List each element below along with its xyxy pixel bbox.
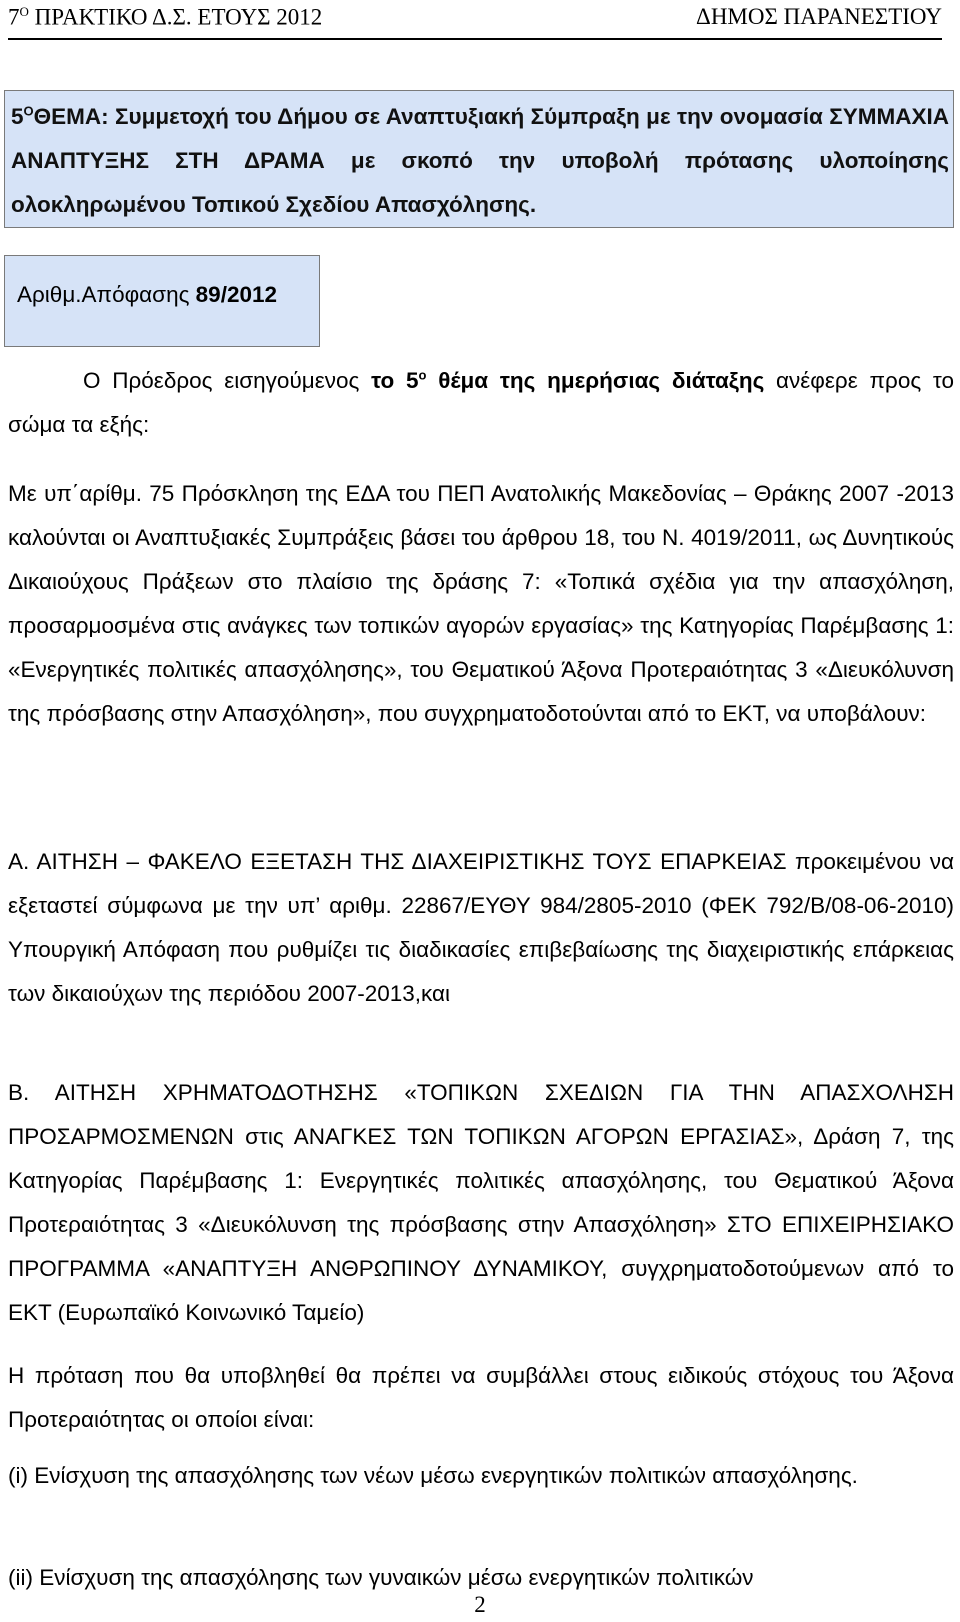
header-left: $7^O$ ΠΡΑΚΤΙΚΟ Δ.Σ. ΕΤΟΥΣ 2012	[8, 4, 323, 30]
intro-paragraph: Ο Πρόεδρος εισηγούμενος το $5^o$ θέμα της ημερήσιας διάταξης ανέφερε προς το σώμα τα εξής:	[8, 367, 954, 437]
paragraph-item-a: Α. ΑΙΤΗΣΗ – ΦΑΚΕΛΟ ΕΞΕΤΑΣΗ ΤΗΣ ΔΙΑΧΕΙΡΙΣΤΙΚΗΣ ΤΟΥΣ ΕΠΑΡΚΕΙΑΣ προκειμένου να εξεταστεί σύμφωνα με την υπ’ αριθμ. 22867/ΕΥΘΥ 984/2805-2010 (ΦΕΚ 792/Β/08-06-2010) Υπουργική Απόφαση που ρυθμίζει τις διαδικασίες επιβεβαίωσης της διαχειριστικής επάρκειας των δικαιούχων της περιόδου 2007-2013,και	[8, 849, 954, 1006]
decision-number: 89/2012	[195, 282, 278, 307]
decision-number-box	[4, 255, 320, 347]
paragraph-objective-i: (i) Ενίσχυση της απασχόλησης των νέων μέσω ενεργητικών πολιτικών απασχόλησης.	[8, 1463, 858, 1488]
header-right: ΔΗΜΟΣ ΠΑΡΑΝΕΣΤΙΟΥ	[696, 4, 942, 29]
decision-label: Αριθμ.Απόφασης	[17, 282, 196, 307]
paragraph-item-b: Β. ΑΙΤΗΣΗ ΧΡΗΜΑΤΟΔΟΤΗΣΗΣ «ΤΟΠΙΚΩΝ ΣΧΕΔΙΩΝ ΓΙΑ ΤΗΝ ΑΠΑΣΧΟΛΗΣΗ ΠΡΟΣΑΡΜΟΣΜΕΝΩΝ στις ΑΝΑΓΚΕΣ ΤΩΝ ΤΟΠΙΚΩΝ ΑΓΟΡΩΝ ΕΡΓΑΣΙΑΣ», Δράση 7, της Κατηγορίας Παρέμβασης 1: Ενεργητικές πολιτικές απασχόλησης, του Θεματικού Άξονα Προτεραιότητας 3 «Διευκόλυνση της πρόσβασης στην Απασχόληση» ΣΤΟ ΕΠΙΧΕΙΡΗΣΙΑΚΟ ΠΡΟΓΡΑΜΜΑ «ΑΝΑΠΤΥΞΗ ΑΝΘΡΩΠΙΝΟΥ ΔΥΝΑΜΙΚΟΥ, συγχρηματοδοτούμενων από το ΕΚΤ (Ευρωπαϊκό Κοινωνικό Ταμείο)	[8, 1080, 954, 1325]
paragraph-objectives: Η πρόταση που θα υποβληθεί θα πρέπει να συμβάλλει στους ειδικούς στόχους του Άξονα Προτεραιότητας οι οποίοι είναι:	[8, 1363, 954, 1432]
theme-title-box: $5^O\Theta EMA$: Συμμετοχή του Δήμου σε Αναπτυξιακή Σύμπραξη με την ονομασία ΣΥΜΜΑΧΙΑ ΑΝΑΠΤΥΞΗΣ ΣΤΗ ΔΡΑΜΑ με σκοπό την υποβολή πρότασης υλοποίησης ολοκληρωμένου Τοπικού Σχεδίου Απασχόλησης.	[4, 90, 954, 228]
page-number: 2	[474, 1592, 486, 1617]
paragraph-objective-ii: (ii) Ενίσχυση της απασχόλησης των γυναικών μέσω ενεργητικών πολιτικών	[8, 1565, 754, 1590]
theme-text: ΘΕΜΑ: Συμμετοχή του Δήμου σε Αναπτυξιακή Σύμπραξη με την ονομασία ΣΥΜΜΑΧΙΑ ΑΝΑΠΤΥΞΗΣ ΣΤΗ ΔΡΑΜΑ με σκοπό την υποβολή πρότασης υλοποίησης ολοκληρωμένου Τοπικού Σχεδίου Απασχόλησης.	[11, 104, 949, 217]
page-header	[8, 2, 942, 40]
paragraph-invitation: Με υπ΄αρίθμ. 75 Πρόσκληση της ΕΔΑ του ΠΕΠ Ανατολικής Μακεδονίας – Θράκης 2007 -2013 καλούνται οι Αναπτυξιακές Συμπράξεις βάσει του άρθρου 18, του Ν. 4019/2011, ως Δυνητικούς Δικαιούχους Πράξεων στο πλαίσιο της δράσης 7: «Τοπικά σχέδια για την απασχόληση, προσαρμοσμένα στις ανάγκες των τοπικών αγορών εργασίας» της Κατηγορίας Παρέμβασης 1: «Ενεργητικές πολιτικές απασχόλησης», του Θεματικού Άξονα Προτεραιότητας 3 «Διευκόλυνση της πρόσβασης στην Απασχόληση», που συγχρηματοδοτούνται από το ΕΚΤ, να υποβάλουν:	[8, 481, 954, 726]
